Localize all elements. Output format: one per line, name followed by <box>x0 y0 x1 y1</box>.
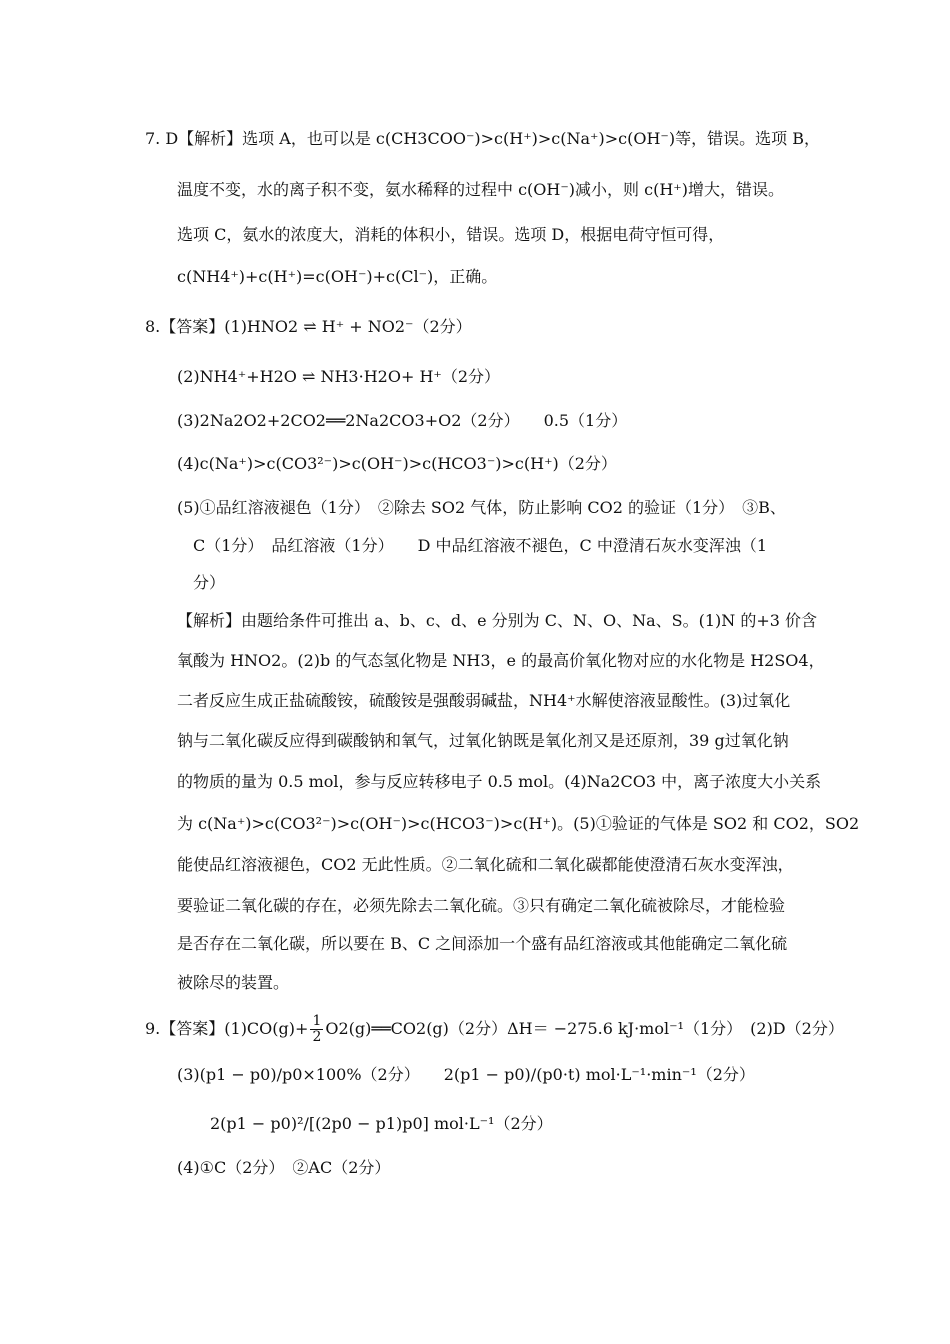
half-fraction <box>310 1014 323 1045</box>
q9-answer-line-3: 2(p1 − p0)²/[(2p0 − p1)p0] mol·L⁻¹（2分） <box>210 1114 553 1133</box>
q9-answer-line-1 <box>145 1014 844 1045</box>
q8-analysis-line-7: 能使品红溶液褪色，CO2 无此性质。②二氧化硫和二氧化碳都能使澄清石灰水变浑浊， <box>177 855 794 874</box>
q7-line-2: 温度不变，水的离子积不变，氨水稀释的过程中 c(OH⁻)减小，则 c(H⁺)增大，错误。 <box>177 180 784 199</box>
q8-analysis-line-9: 是否存在二氧化碳，所以要在 B、C 之间添加一个盛有品红溶液或其他能确定二氧化硫 <box>177 934 788 953</box>
q7-line-1: 7. D【解析】选项 A，也可以是 c(CH3COO⁻)>c(H⁺)>c(Na⁺)>c(OH⁻)等，错误。选项 B， <box>145 129 820 148</box>
q8-answer-line-3: (3)2Na2O2+2CO2══2Na2CO3+O2（2分） 0.5（1分） <box>177 411 628 430</box>
q7-line-3: 选项 C，氨水的浓度大，消耗的体积小，错误。选项 D，根据电荷守恒可得， <box>177 225 725 244</box>
fraction-denominator: 2 <box>312 1029 322 1045</box>
q8-answer-line-5: (5)①品红溶液褪色（1分） ②除去 SO2 气体，防止影响 CO2 的验证（1分） ③B、 <box>177 498 786 517</box>
q8-analysis-line-8: 要验证二氧化碳的存在，必须先除去二氧化硫。③只有确定二氧化硫被除尽，才能检验 <box>177 896 786 915</box>
q9-line-1-end: O2(g)══CO2(g)（2分）ΔH＝ −275.6 kJ·mol⁻¹（1分） (2)D（2分） <box>325 1019 844 1038</box>
q8-analysis-line-6: 为 c(Na⁺)>c(CO3²⁻)>c(OH⁻)>c(HCO3⁻)>c(H⁺)。(5)①验证的气体是 SO2 和 CO2，SO2 <box>177 814 860 833</box>
q8-answer-line-7: 分） <box>193 573 226 592</box>
q8-analysis-line-10: 被除尽的装置。 <box>177 973 290 992</box>
q9-answer-line-2: (3)(p1 − p0)/p0×100%（2分） 2(p1 − p0)/(p0·t) mol·L⁻¹·min⁻¹（2分） <box>177 1065 755 1084</box>
q8-analysis-line-5: 的物质的量为 0.5 mol，参与反应转移电子 0.5 mol。(4)Na2CO3 中，离子浓度大小关系 <box>177 772 822 791</box>
fraction-numerator: 1 <box>312 1013 322 1029</box>
q8-analysis-line-4: 钠与二氧化碳反应得到碳酸钠和氧气，过氧化钠既是氧化剂又是还原剂，39 g过氧化钠 <box>177 731 789 750</box>
q9-line-1-start: 9.【答案】(1)CO(g)+ <box>145 1019 309 1038</box>
q8-analysis-line-3: 二者反应生成正盐硫酸铵，硫酸铵是强酸弱碱盐，NH4⁺水解使溶液显酸性。(3)过氧化 <box>177 691 791 710</box>
q8-answer-line-2: (2)NH4⁺+H2O ⇌ NH3·H2O+ H⁺（2分） <box>177 367 501 386</box>
q8-answer-line-6: C（1分） 品红溶液（1分） D 中品红溶液不褪色，C 中澄清石灰水变浑浊（1 <box>193 536 768 555</box>
q7-line-4: c(NH4⁺)+c(H⁺)=c(OH⁻)+c(Cl⁻)，正确。 <box>177 267 498 286</box>
q8-analysis-line-1: 【解析】由题给条件可推出 a、b、c、d、e 分别为 C、N、O、Na、S。(1)N 的+3 价含 <box>177 611 817 630</box>
q8-answer-line-1: 8.【答案】(1)HNO2 ⇌ H⁺ + NO2⁻（2分） <box>145 317 472 336</box>
q8-analysis-line-2: 氧酸为 HNO2。(2)b 的气态氢化物是 NH3，e 的最高价氧化物对应的水化物是 H2SO4， <box>177 651 825 670</box>
q8-answer-line-4: (4)c(Na⁺)>c(CO3²⁻)>c(OH⁻)>c(HCO3⁻)>c(H⁺)（2分） <box>177 454 617 473</box>
q9-answer-line-4: (4)①C（2分） ②AC（2分） <box>177 1158 391 1177</box>
